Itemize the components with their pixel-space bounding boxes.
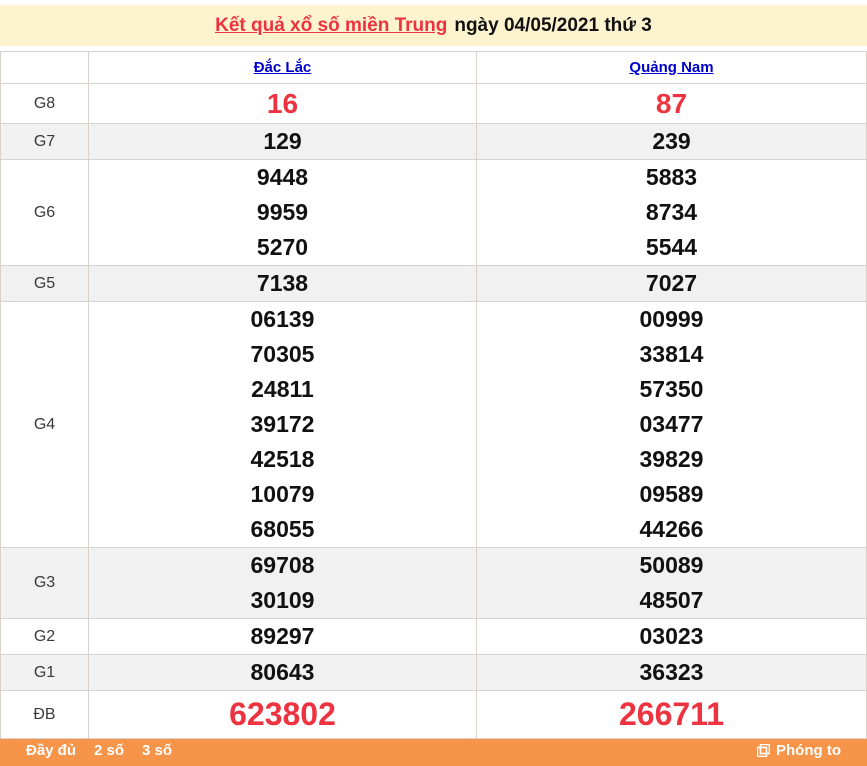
prize-numbers-cell-dac-lac — [89, 84, 477, 124]
prize-number: 10079 — [250, 481, 315, 507]
prize-number: 42518 — [250, 446, 315, 472]
corner-cell — [1, 52, 89, 84]
prize-number: 57350 — [639, 376, 704, 402]
prize-row-g5 — [1, 266, 867, 302]
prize-numbers-cell-dac-lac — [89, 691, 477, 739]
prize-label: G7 — [1, 124, 89, 160]
prize-numbers-cell-quang-nam — [477, 160, 867, 266]
prize-number: 39172 — [250, 411, 315, 437]
prize-number: 24811 — [251, 376, 314, 402]
prize-row-g1 — [1, 655, 867, 691]
region-title-link[interactable]: Kết quả xổ số miền Trung — [215, 14, 448, 36]
prize-label: G6 — [1, 160, 89, 266]
lottery-results-table — [0, 51, 867, 739]
prize-numbers-cell-quang-nam — [477, 84, 867, 124]
prize-number: 5544 — [645, 234, 698, 260]
prize-row-g2 — [1, 619, 867, 655]
prize-label: G5 — [1, 266, 89, 302]
table-header-row — [1, 52, 867, 84]
prize-number: 03477 — [639, 411, 704, 437]
prize-number: 239 — [652, 128, 691, 154]
prize-number: 30109 — [250, 587, 315, 613]
expand-label: Phóng to — [776, 742, 841, 759]
prize-numbers-cell-quang-nam — [477, 548, 867, 619]
prize-row-g3 — [1, 548, 867, 619]
prize-number: 80643 — [250, 659, 315, 685]
prize-number: 00999 — [639, 306, 704, 332]
prize-numbers-cell-quang-nam — [477, 655, 867, 691]
results-title-banner — [0, 5, 867, 46]
prize-label: ĐB — [1, 691, 89, 739]
prize-number: 129 — [263, 128, 302, 154]
prize-numbers-cell-dac-lac — [89, 655, 477, 691]
prize-number: 7027 — [645, 270, 698, 296]
prize-row-g4 — [1, 302, 867, 548]
prize-row-g7 — [1, 124, 867, 160]
prize-numbers-cell-quang-nam — [477, 266, 867, 302]
prize-numbers-cell-dac-lac — [89, 619, 477, 655]
prize-number: 03023 — [639, 623, 704, 649]
prize-label: G1 — [1, 655, 89, 691]
prize-number: 266711 — [618, 696, 724, 732]
prize-number: 68055 — [250, 516, 315, 542]
footer-toolbar — [0, 739, 867, 766]
prize-number: 36323 — [639, 659, 704, 685]
view-option-2[interactable]: 3 số — [142, 742, 173, 759]
prize-numbers-cell-dac-lac — [89, 302, 477, 548]
prize-number: 70305 — [250, 341, 315, 367]
prize-number: 48507 — [639, 587, 704, 613]
prize-numbers-cell-dac-lac — [89, 548, 477, 619]
prize-numbers-cell-quang-nam — [477, 124, 867, 160]
prize-label: G3 — [1, 548, 89, 619]
prize-number: 06139 — [250, 306, 315, 332]
prize-number: 87 — [655, 88, 688, 119]
view-option-0[interactable]: Đầy đủ — [26, 742, 77, 759]
prize-number: 33814 — [639, 341, 704, 367]
draw-date-text: ngày 04/05/2021 thứ 3 — [454, 14, 652, 36]
prize-numbers-cell-quang-nam — [477, 691, 867, 739]
display-mode-options — [26, 742, 172, 759]
prize-number: 39829 — [639, 446, 704, 472]
prize-label: G4 — [1, 302, 89, 548]
expand-button[interactable] — [757, 742, 841, 759]
province-link-quang-nam[interactable]: Quảng Nam — [629, 58, 714, 76]
prize-numbers-cell-quang-nam — [477, 619, 867, 655]
prize-number: 5883 — [645, 164, 698, 190]
prize-number: 9959 — [256, 199, 309, 225]
prize-number: 7138 — [256, 270, 309, 296]
prize-number: 89297 — [250, 623, 315, 649]
prize-numbers-cell-dac-lac — [89, 266, 477, 302]
view-option-1[interactable]: 2 số — [94, 742, 125, 759]
prize-number: 16 — [266, 88, 299, 119]
prize-number: 50089 — [639, 552, 704, 578]
prize-label: G8 — [1, 84, 89, 124]
prize-number: 09589 — [639, 481, 704, 507]
prize-row-b — [1, 691, 867, 739]
column-header-dac-lac — [89, 52, 477, 84]
prize-label: G2 — [1, 619, 89, 655]
prize-number: 8734 — [645, 199, 698, 225]
prize-numbers-cell-dac-lac — [89, 160, 477, 266]
prize-numbers-cell-dac-lac — [89, 124, 477, 160]
prize-number: 623802 — [229, 696, 336, 732]
prize-number: 44266 — [639, 516, 704, 542]
prize-number: 9448 — [256, 164, 309, 190]
prize-row-g6 — [1, 160, 867, 266]
expand-icon — [757, 744, 770, 757]
prize-row-g8 — [1, 84, 867, 124]
prize-numbers-cell-quang-nam — [477, 302, 867, 548]
prize-number: 5270 — [256, 234, 309, 260]
column-header-quang-nam — [477, 52, 867, 84]
prize-number: 69708 — [250, 552, 315, 578]
province-link-dac-lac[interactable]: Đắc Lắc — [253, 58, 312, 76]
